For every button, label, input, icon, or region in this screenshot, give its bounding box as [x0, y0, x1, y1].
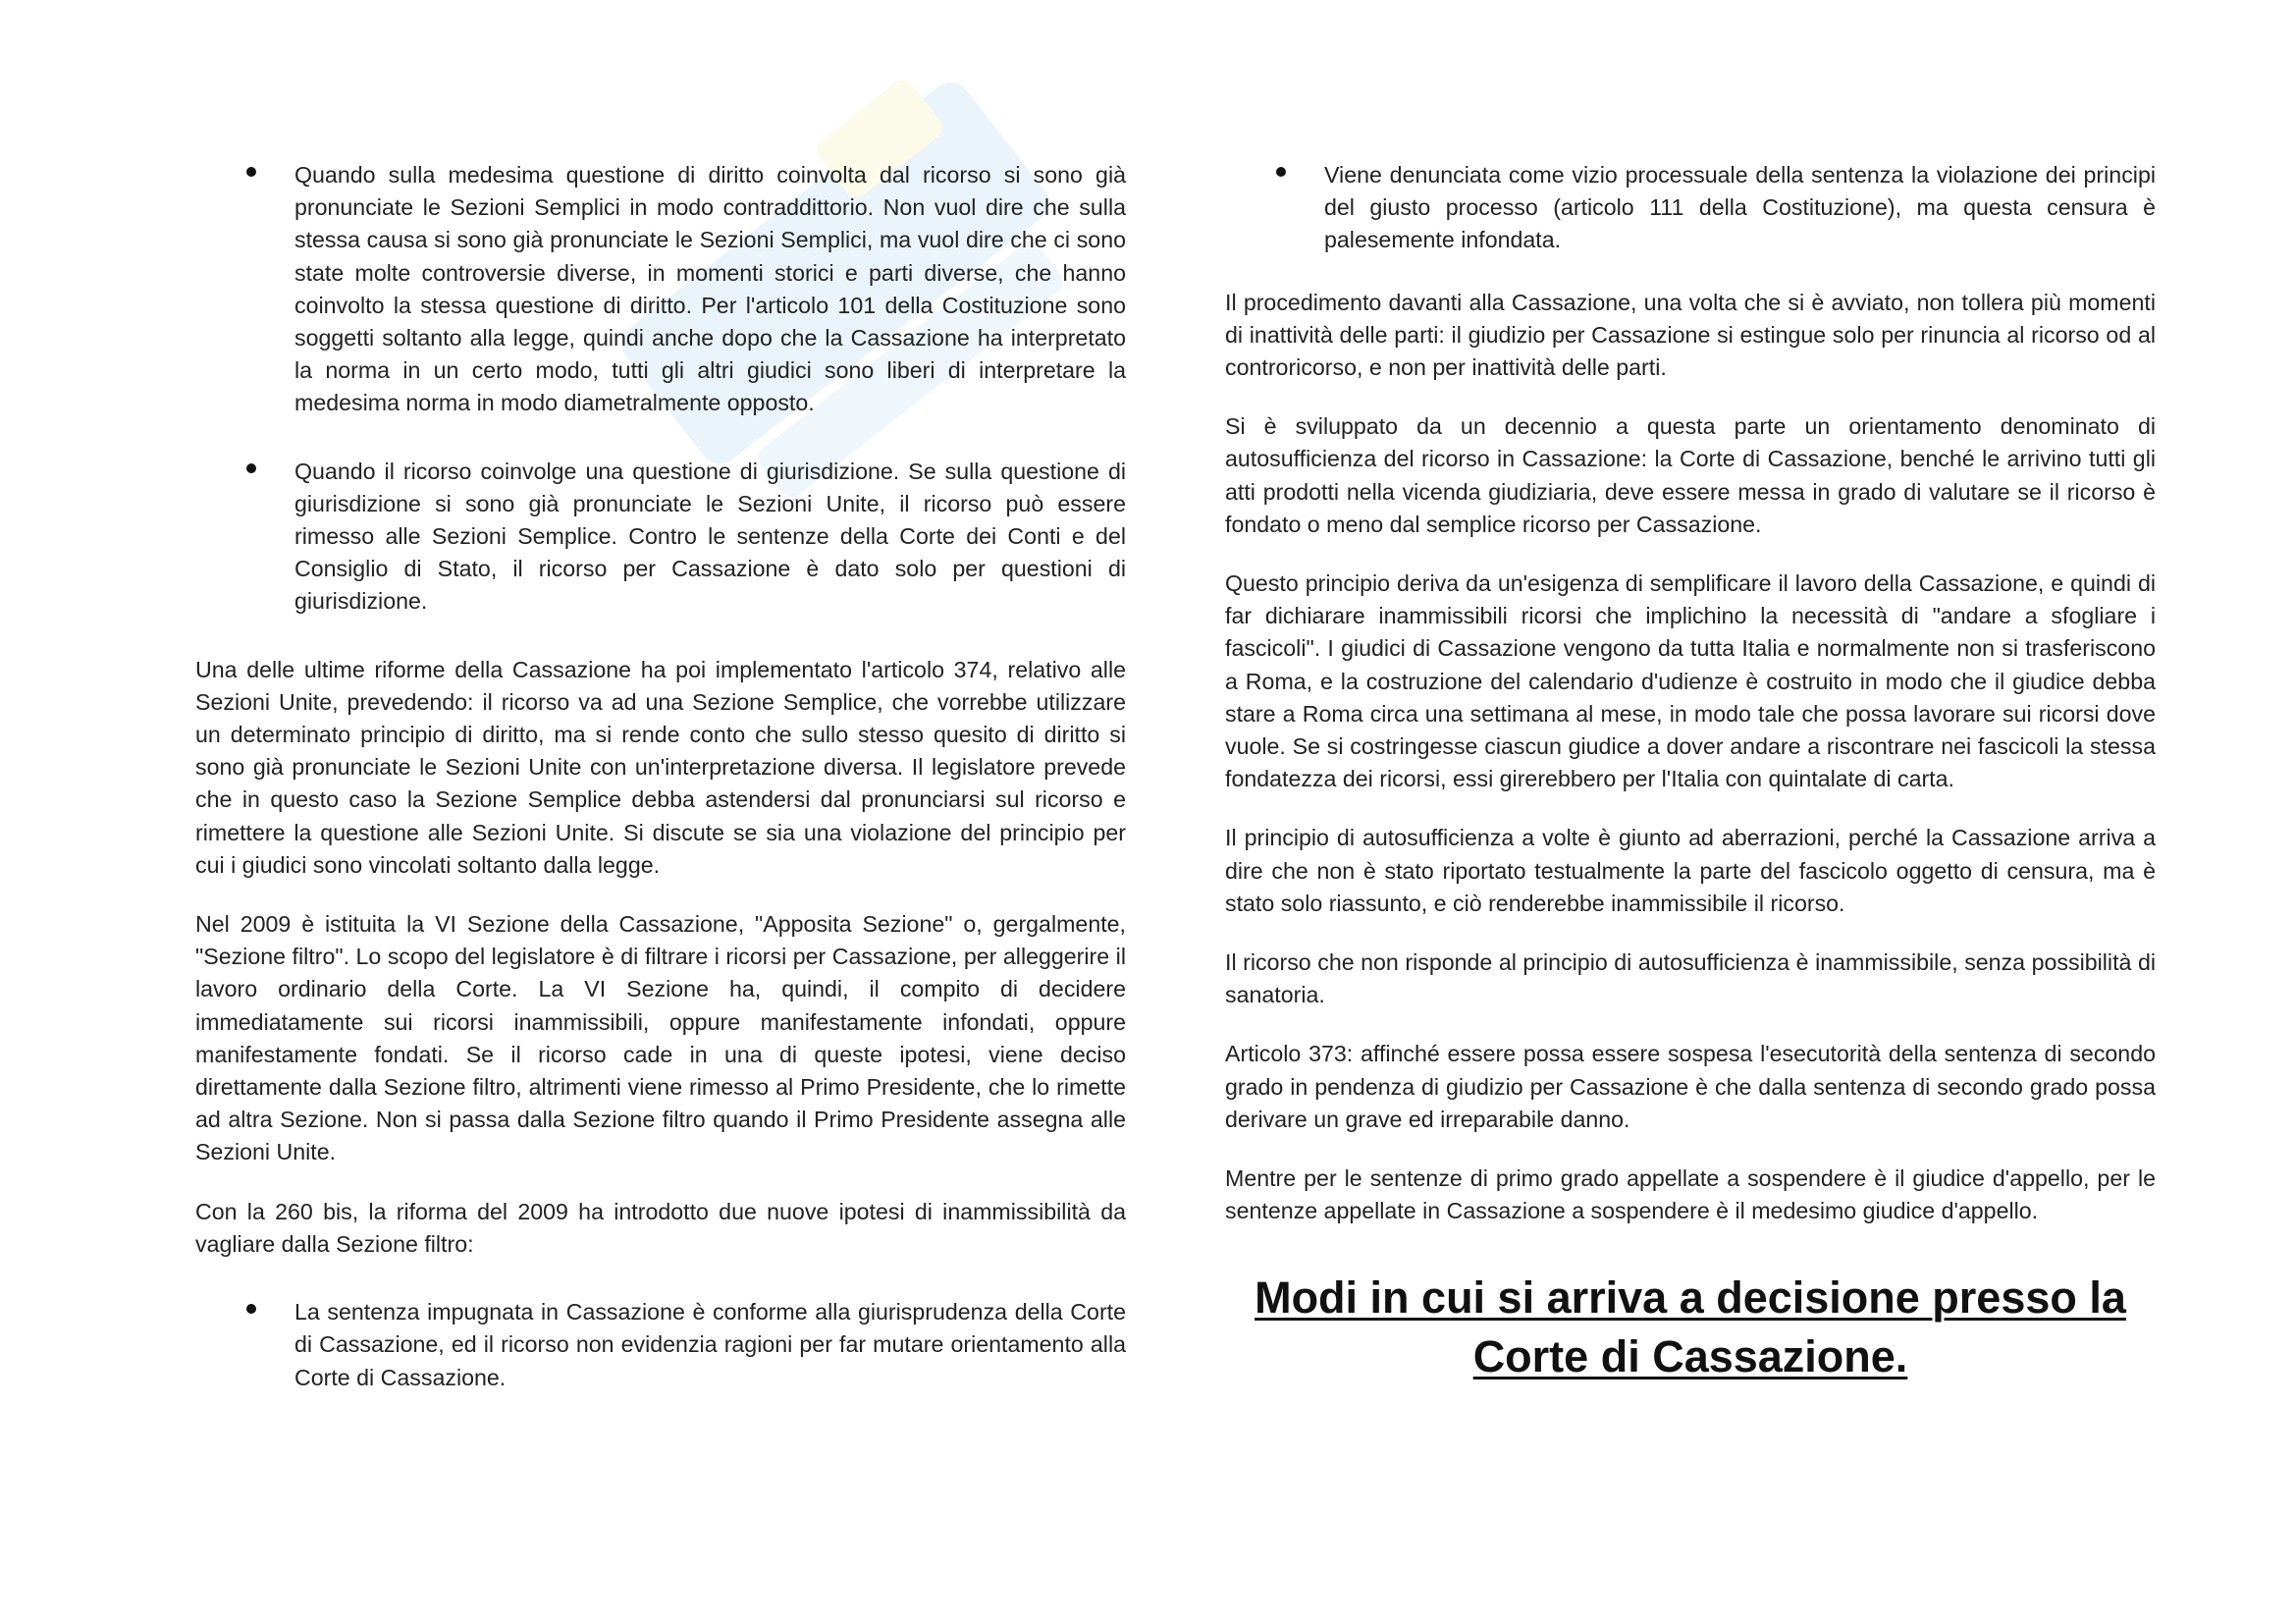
paragraph: Il procedimento davanti alla Cassazione, una volta che si è avviato, non tollera più momenti di inattività delle parti: il giudizio per Cassazione si estingue solo per rinuncia al ricorso od al controricorso, e non per inattività delle parti.	[1225, 289, 2156, 381]
section-heading	[1225, 1269, 2156, 1386]
paragraph: Il ricorso che non risponde al principio di autosufficienza è inammissibile, senza possibilità di sanatoria.	[1225, 949, 2156, 1008]
bullet-icon	[246, 167, 256, 177]
paragraph: Una delle ultime riforme della Cassazione ha poi implementato l'articolo 374, relativo alle Sezioni Unite, prevedendo: il ricorso va ad una Sezione Semplice, che vorrebbe utilizzare un determinato principio di diritto, ma si rende conto che sullo stesso quesito di diritto si sono già pronunciate le Sezioni Unite con un'interpretazione diversa. Il legislatore prevede che in questo caso la Sezione Semplice debba astendersi dal pronunciarsi sul ricorso e rimettere la questione alle Sezioni Unite. Si discute se sia una violazione del principio per cui i giudici sono vincolati soltanto dalla legge.	[195, 656, 1126, 878]
paragraph: Il principio di autosufficienza a volte è giunto ad aberrazioni, perché la Cassazione arriva a dire che non è stato riportato testualmente la parte del fascicolo oggetto di censura, ma è stato solo riassunto, e ciò renderebbe inammissibile il ricorso.	[1225, 825, 2156, 916]
bullet-icon	[246, 1304, 256, 1314]
list-item-text: Viene denunciata come vizio processuale della sentenza la violazione dei principi del giusto processo (articolo 111 della Costituzione), ma questa censura è palesemente infondata.	[1324, 162, 2156, 253]
paragraph: Si è sviluppato da un decennio a questa parte un orientamento denominato di autosufficienza del ricorso in Cassazione: la Corte di Cassazione, benché le arrivino tutti gli atti prodotti nella vicenda giudiziaria, deve essere messa in grado di valutare se il ricorso è fondato o meno dal semplice ricorso per Cassazione.	[1225, 413, 2156, 537]
list-item-text: Quando il ricorso coinvolge una questione di giurisdizione. Se sulla questione di giurisdizione si sono già pronunciate le Sezioni Unite, il ricorso può essere rimesso alle Sezioni Semplice. Contro le sentenze della Corte dei Conti e del Consiglio di Stato, il ricorso per Cassazione è dato solo per questioni di giurisdizione.	[294, 458, 1126, 615]
right-column	[1225, 159, 2156, 1386]
list-item-text: La sentenza impugnata in Cassazione è conforme alla giurisprudenza della Corte di Cassazione, ed il ricorso non evidenzia ragioni per far mutare orientamento alla Corte di Cassazione.	[294, 1299, 1126, 1390]
paragraph: Nel 2009 è istituita la VI Sezione della Cassazione, "Apposita Sezione" o, gergalmente, "Sezione filtro". Lo scopo del legislatore è di filtrare i ricorsi per Cassazione, per alleggerire il lavoro ordinario della Corte. La VI Sezione ha, quindi, il compito di decidere immediatamente sui ricorsi inammissibili, oppure manifestamente infondati, oppure manifestamente fondati. Se il ricorso cade in una di queste ipotesi, viene deciso direttamente dalla Sezione filtro, altrimenti viene rimesso al Primo Presidente, che lo rimette ad altra Sezione. Non si passa dalla Sezione filtro quando il Primo Presidente assegna alle Sezioni Unite.	[195, 911, 1126, 1165]
list-item	[195, 159, 1126, 420]
section-heading-line-1: Modi in cui si arriva a decisione presso la	[1255, 1272, 2126, 1324]
paragraph: Questo principio deriva da un'esigenza di semplificare il lavoro della Cassazione, e quindi di far dichiarare inammissibili ricorsi che implichino la necessità di "andare a sfogliare i fascicoli". I giudici di Cassazione vengono da tutta Italia e normalmente non si trasferiscono a Roma, e la costruzione del calendario d'udienze è costruito in modo che il giudice debba stare a Roma circa una settimana al mese, in modo tale che possa lavorare sui ricorsi dove vuole. Se si costringesse ciascun giudice a dover andare a riscontrare nei fascicoli la stessa fondatezza dei ricorsi, essi girerebbero per l'Italia con quintalate di carta.	[1225, 570, 2156, 792]
list-item	[195, 456, 1126, 619]
bullet-icon	[246, 463, 256, 473]
list-item	[1225, 159, 2156, 257]
list-item	[195, 1296, 1126, 1394]
paragraph: Mentre per le sentenze di primo grado appellate a sospendere è il giudice d'appello, per le sentenze appellate in Cassazione a sospendere è il medesimo giudice d'appello.	[1225, 1165, 2156, 1224]
paragraph: Articolo 373: affinché essere possa essere sospesa l'esecutorità della sentenza di secondo grado in pendenza di giudizio per Cassazione è che dalla sentenza di secondo grado possa derivare un grave ed irreparabile danno.	[1225, 1041, 2156, 1132]
section-heading-line-2: Corte di Cassazione.	[1472, 1331, 1908, 1382]
bullet-icon	[1276, 167, 1286, 177]
paragraph: Con la 260 bis, la riforma del 2009 ha introdotto due nuove ipotesi di inammissibilità da vagliare dalla Sezione filtro:	[195, 1198, 1126, 1257]
list-item-text: Quando sulla medesima questione di diritto coinvolta dal ricorso si sono già pronunciate le Sezioni Semplici in modo contraddittorio. Non vuol dire che sulla stessa causa si sono già pronunciate le Sezioni Semplici, ma vuol dire che ci sono state molte controversie diverse, in momenti storici e parti diverse, che hanno coinvolto la stessa questione di diritto. Per l'articolo 101 della Costituzione sono soggetti soltanto alla legge, quindi anche dopo che la Cassazione ha interpretato la norma in un certo modo, tutti gli altri giudici sono liberi di interpretare la medesima norma in modo diametralmente opposto.	[294, 162, 1126, 416]
left-column	[195, 159, 1126, 1430]
